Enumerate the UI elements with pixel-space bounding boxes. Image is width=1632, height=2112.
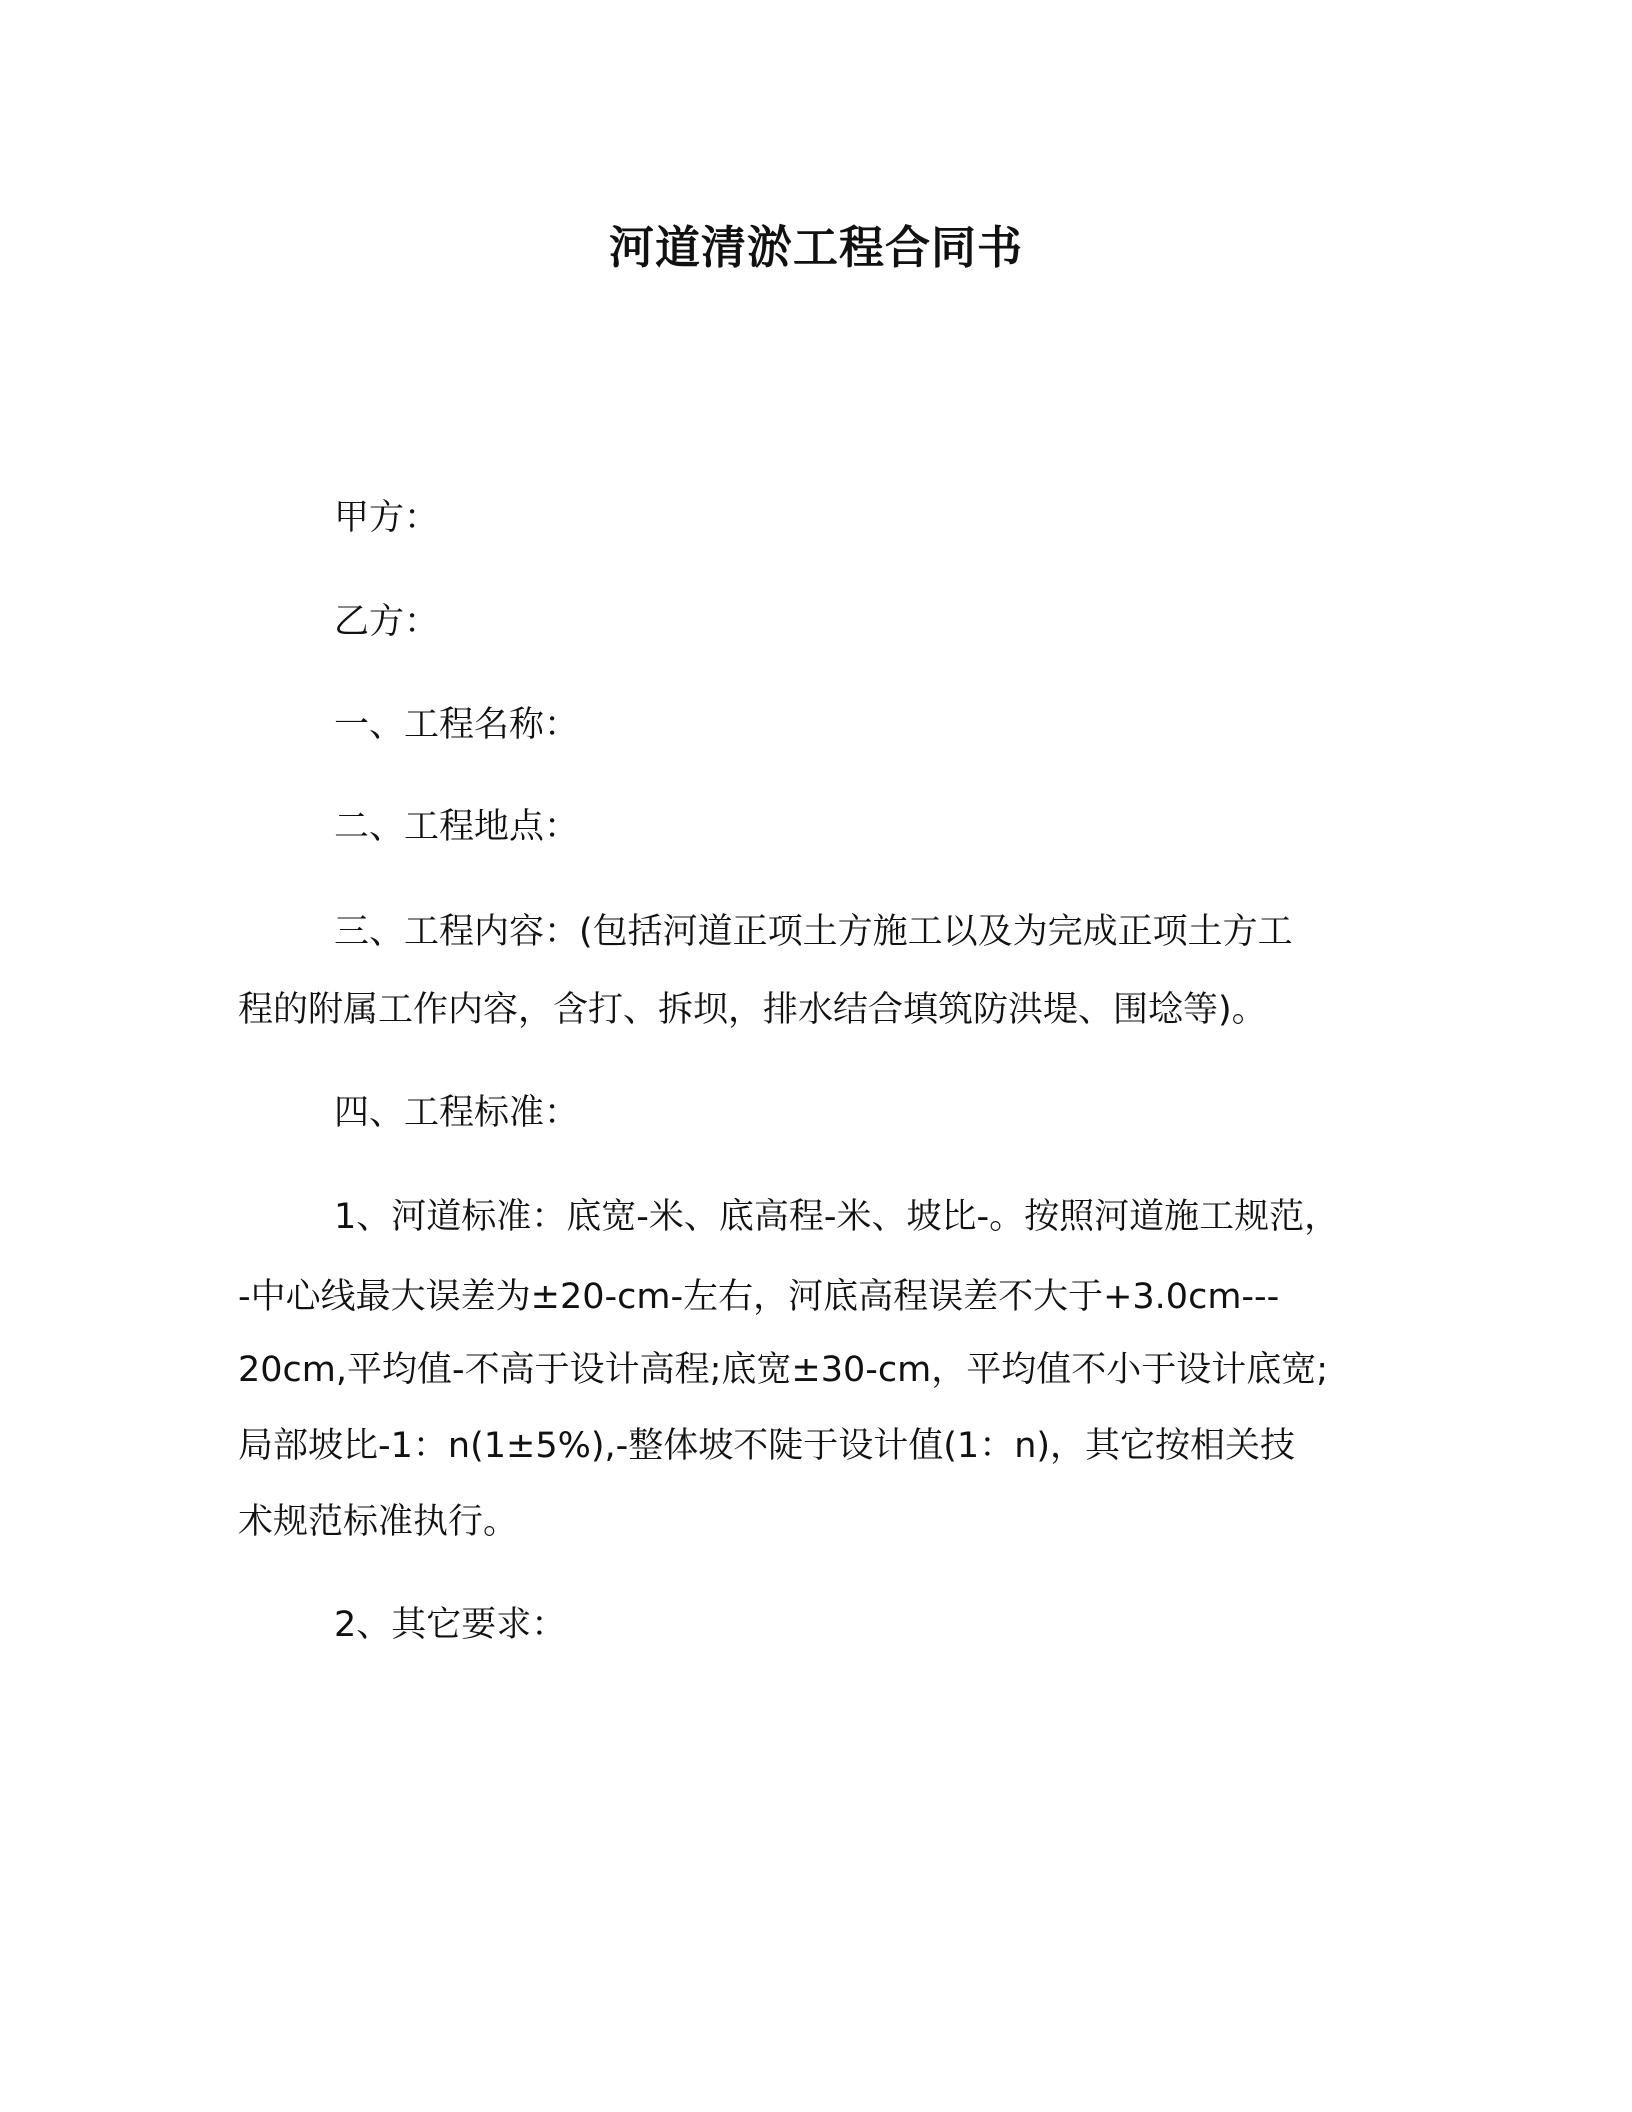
other-requirements-heading: 2、其它要求： (334, 1605, 567, 1645)
party-b-label: 乙方： (334, 602, 440, 642)
project-location-heading: 二、工程地点： (334, 807, 580, 847)
paragraph-line: 20cm,平均值-不高于设计高程;底宽±30-cm，平均值不小于设计底宽; (238, 1350, 1329, 1390)
paragraph-line: 术规范标准执行。 (238, 1502, 519, 1542)
paragraph-line: 程的附属工作内容，含打、拆坝，排水结合填筑防洪堤、围埝等)。 (238, 990, 1267, 1030)
document-title: 河道清淤工程合同书 (608, 221, 1023, 274)
paragraph-line: 1、河道标准：底宽-米、底高程-米、坡比-。按照河道施工规范， (334, 1197, 1340, 1237)
party-a-label: 甲方： (334, 498, 440, 538)
project-standard-heading: 四、工程标准： (334, 1093, 580, 1133)
project-name-heading: 一、工程名称： (334, 705, 580, 745)
paragraph-line: -中心线最大误差为±20-cm-左右，河底高程误差不大于+3.0cm--- (238, 1277, 1280, 1317)
paragraph-line: 三、工程内容：(包括河道正项土方施工以及为完成正项土方工 (334, 912, 1293, 952)
paragraph-line: 局部坡比-1：n(1±5%),-整体坡不陡于设计值(1：n)，其它按相关技 (238, 1426, 1296, 1466)
